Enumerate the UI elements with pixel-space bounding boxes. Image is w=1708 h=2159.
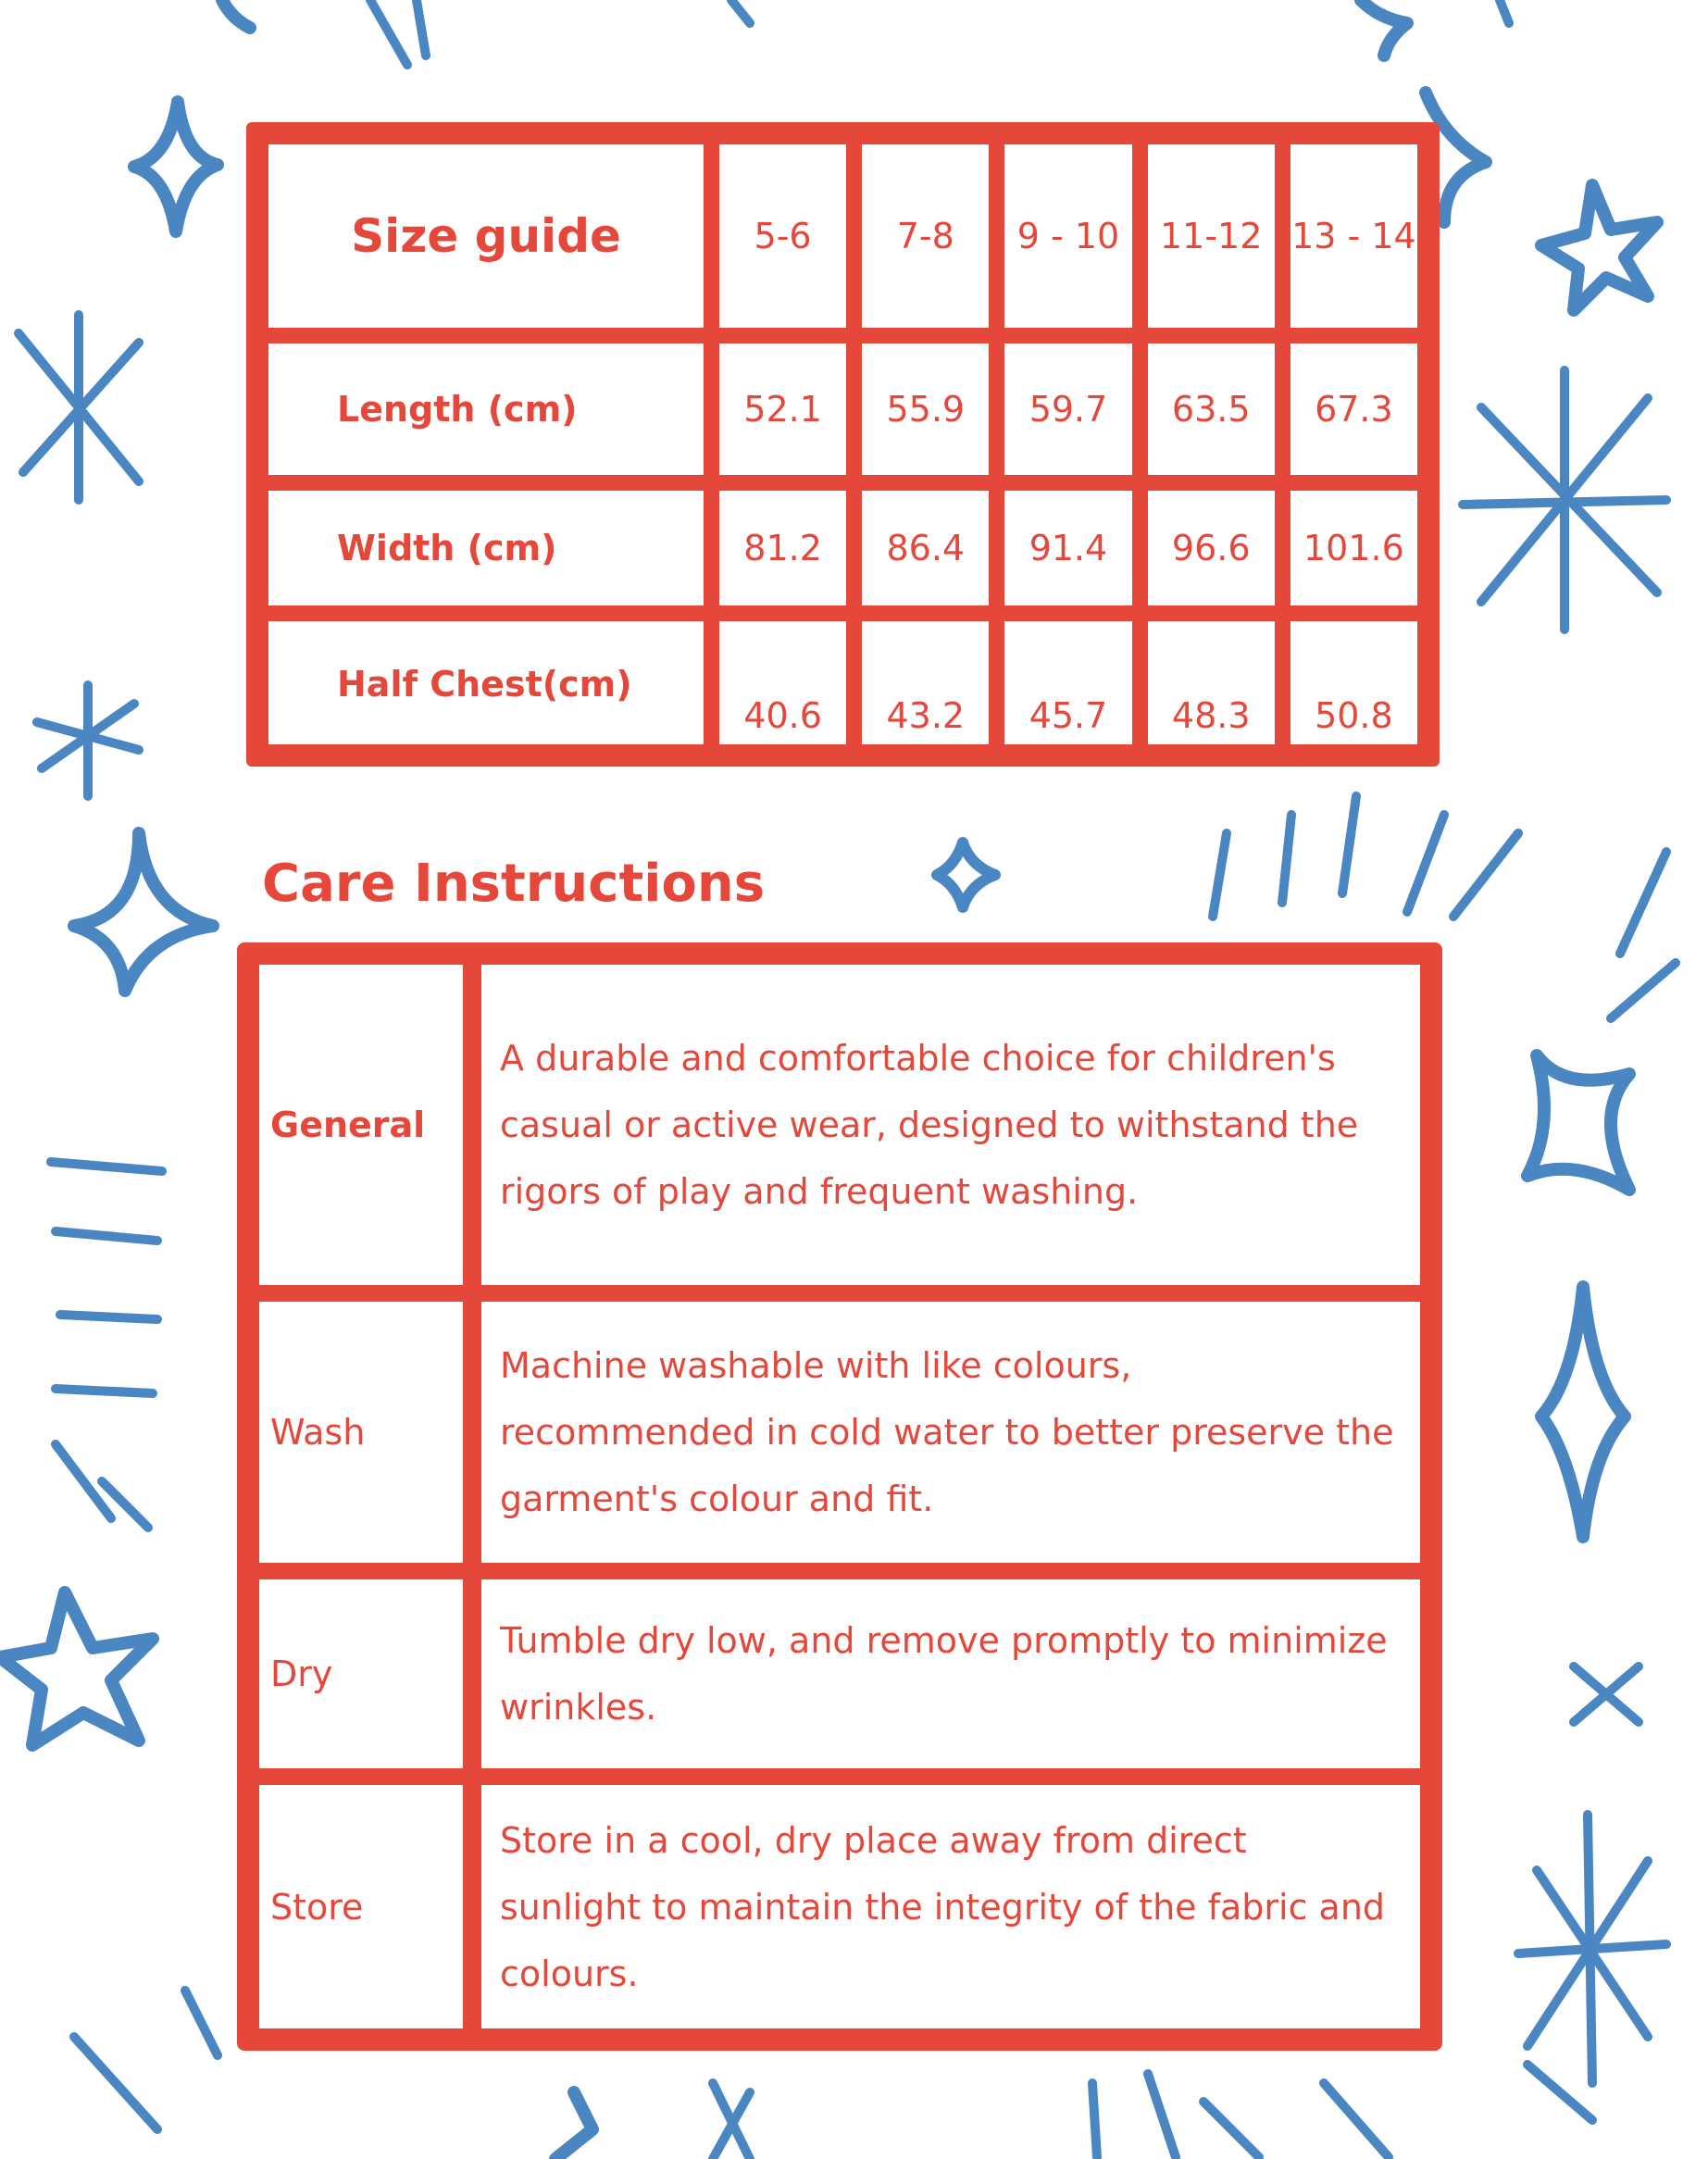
care-instructions-table xyxy=(237,942,1442,2051)
asterisk-star-icon xyxy=(1463,370,1666,630)
size-guide-title: Size guide xyxy=(268,144,704,328)
table-cell: 59.7 xyxy=(1004,343,1131,475)
care-label-wash: Wash xyxy=(259,1302,463,1563)
care-label-dry: Dry xyxy=(259,1579,463,1768)
sparkle-star-icon xyxy=(1361,0,1407,56)
asterisk-star-icon xyxy=(19,315,139,500)
sparkle-star-icon xyxy=(74,833,213,991)
care-text-wash: Machine washable with like colours, recommended in cold water to better preserve the garment's colour and fit. xyxy=(481,1302,1420,1563)
size-header: 13 - 14 xyxy=(1290,144,1417,328)
row-label-half-chest: Half Chest(cm) xyxy=(268,621,704,744)
sparkle-star-icon xyxy=(134,102,218,231)
care-label-store: Store xyxy=(259,1785,463,2028)
burst-lines-icon xyxy=(51,1162,162,1528)
sparkle-star-icon xyxy=(222,0,250,28)
table-cell: 40.6 xyxy=(719,621,846,744)
table-cell: 45.7 xyxy=(1004,621,1131,744)
asterisk-star-icon xyxy=(1518,1815,1666,2083)
table-cell: 86.4 xyxy=(862,491,989,605)
table-cell: 63.5 xyxy=(1148,343,1275,475)
asterisk-star-icon xyxy=(1574,1666,1639,1722)
row-label-width: Width (cm) xyxy=(268,491,704,605)
sparkle-star-icon xyxy=(1541,1287,1625,1537)
table-cell: 101.6 xyxy=(1290,491,1417,605)
five-point-star-icon xyxy=(1541,185,1657,310)
care-text-store: Store in a cool, dry place away from direct sunlight to maintain the integrity of the fabric and colours. xyxy=(481,1785,1420,2028)
asterisk-star-icon xyxy=(713,2083,750,2159)
table-cell: 55.9 xyxy=(862,343,989,475)
five-point-star-icon xyxy=(0,1592,153,1745)
size-guide-table xyxy=(246,122,1440,767)
care-text-general: A durable and comfortable choice for children's casual or active wear, designed to withstand the rigors of play and frequent washing. xyxy=(481,965,1420,1285)
table-cell: 81.2 xyxy=(719,491,846,605)
asterisk-star-icon xyxy=(37,685,139,796)
table-cell: 91.4 xyxy=(1004,491,1131,605)
row-label-length: Length (cm) xyxy=(268,343,704,475)
burst-lines-icon xyxy=(1092,2065,1592,2157)
sparkle-star-icon xyxy=(1527,1055,1629,1190)
care-instructions-heading: Care Instructions xyxy=(262,854,766,914)
size-header: 11-12 xyxy=(1148,144,1275,328)
table-cell: 67.3 xyxy=(1290,343,1417,475)
table-cell: 52.1 xyxy=(719,343,846,475)
table-cell: 43.2 xyxy=(862,621,989,744)
size-header: 7-8 xyxy=(862,144,989,328)
size-header: 9 - 10 xyxy=(1004,144,1131,328)
table-cell: 50.8 xyxy=(1290,621,1417,744)
care-text-dry: Tumble dry low, and remove promptly to minimize wrinkles. xyxy=(481,1579,1420,1768)
table-cell: 96.6 xyxy=(1148,491,1275,605)
sparkle-star-icon xyxy=(937,842,995,907)
size-header: 5-6 xyxy=(719,144,846,328)
five-point-star-icon xyxy=(555,2092,592,2159)
care-label-general: General xyxy=(259,965,463,1285)
table-cell: 48.3 xyxy=(1148,621,1275,744)
